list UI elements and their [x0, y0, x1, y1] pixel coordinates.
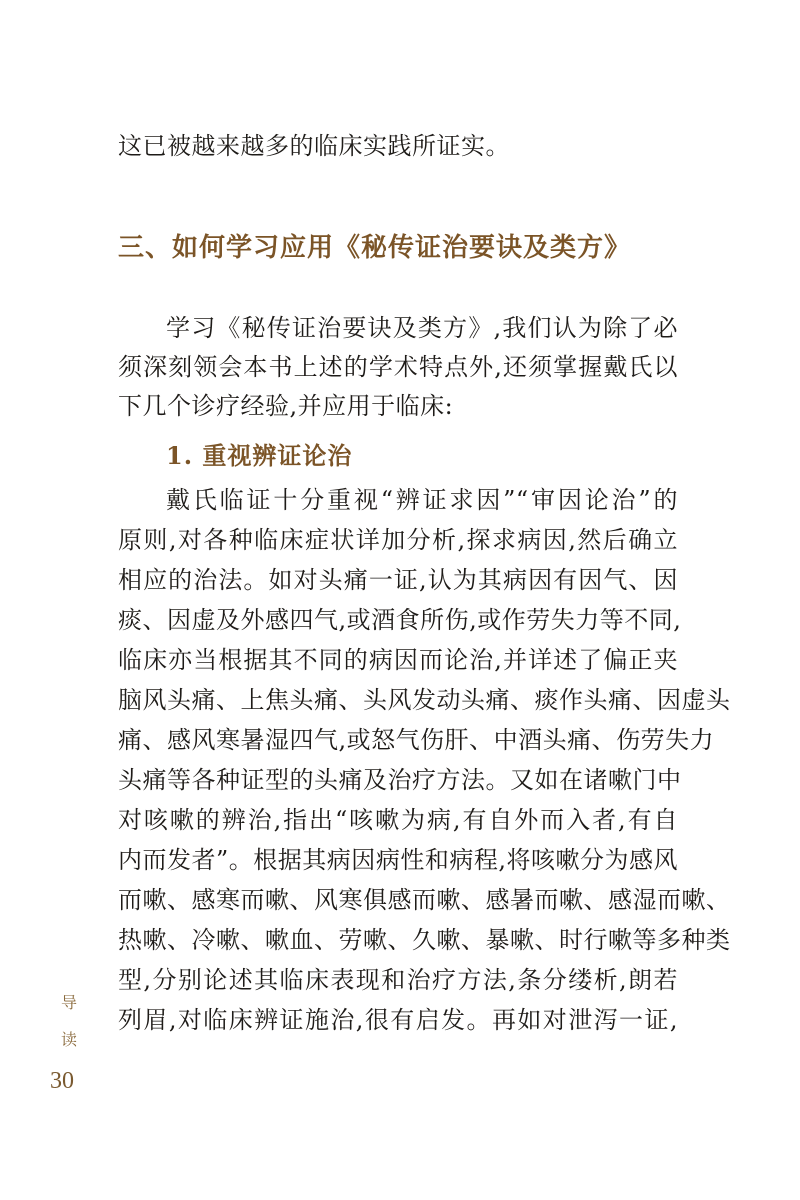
- paragraph2-line-4: 痰、因虚及外感四气,或酒食所伤,或作劳失力等不同,: [118, 606, 682, 634]
- paragraph2-line-8: 头痛等各种证型的头痛及治疗方法。又如在诸嗽门中: [118, 766, 682, 794]
- intro-line: 这已被越来越多的临床实践所证实。: [118, 132, 510, 160]
- paragraph2-line-6: 脑风头痛、上焦头痛、头风发动头痛、痰作头痛、因虚头: [118, 686, 731, 714]
- subheading: 1. 重视辨证论治: [166, 441, 353, 470]
- paragraph2-line-2: 原则,对各种临床症状详加分析,探求病因,然后确立: [118, 526, 678, 554]
- paragraph2-line-14: 列眉,对临床辨证施治,很有启发。再如对泄泻一证,: [118, 1006, 678, 1034]
- section-heading: 三、如何学习应用《秘传证治要诀及类方》: [118, 233, 632, 263]
- side-label-char-1: 导: [60, 993, 77, 1012]
- paragraph1-line-1: 学习《秘传证治要诀及类方》,我们认为除了必: [166, 314, 678, 342]
- paragraph2-line-7: 痛、感风寒暑湿四气,或怒气伤肝、中酒头痛、伤劳失力: [118, 726, 715, 754]
- paragraph2-line-3: 相应的治法。如对头痛一证,认为其病因有因气、因: [118, 566, 678, 594]
- side-label-char-2: 读: [60, 1030, 77, 1049]
- page-number: 30: [50, 1068, 74, 1094]
- paragraph2-line-10: 内而发者”。根据其病因病性和病程,将咳嗽分为感风: [118, 846, 678, 874]
- paragraph2-line-9: 对咳嗽的辨治,指出“咳嗽为病,有自外而入者,有自: [118, 806, 678, 834]
- paragraph2-line-5: 临床亦当根据其不同的病因而论治,并详述了偏正夹: [118, 646, 678, 674]
- paragraph2-line-13: 型,分别论述其临床表现和治疗方法,条分缕析,朗若: [118, 966, 678, 994]
- paragraph1-line-2: 须深刻领会本书上述的学术特点外,还须掌握戴氏以: [118, 353, 678, 381]
- paragraph2-line-11: 而嗽、感寒而嗽、风寒俱感而嗽、感暑而嗽、感湿而嗽、: [118, 886, 731, 914]
- paragraph2-line-12: 热嗽、冷嗽、嗽血、劳嗽、久嗽、暴嗽、时行嗽等多种类: [118, 926, 731, 954]
- paragraph1-line-3: 下几个诊疗经验,并应用于临床:: [118, 392, 454, 420]
- paragraph2-line-1: 戴氏临证十分重视“辨证求因”“审因论治”的: [166, 486, 678, 514]
